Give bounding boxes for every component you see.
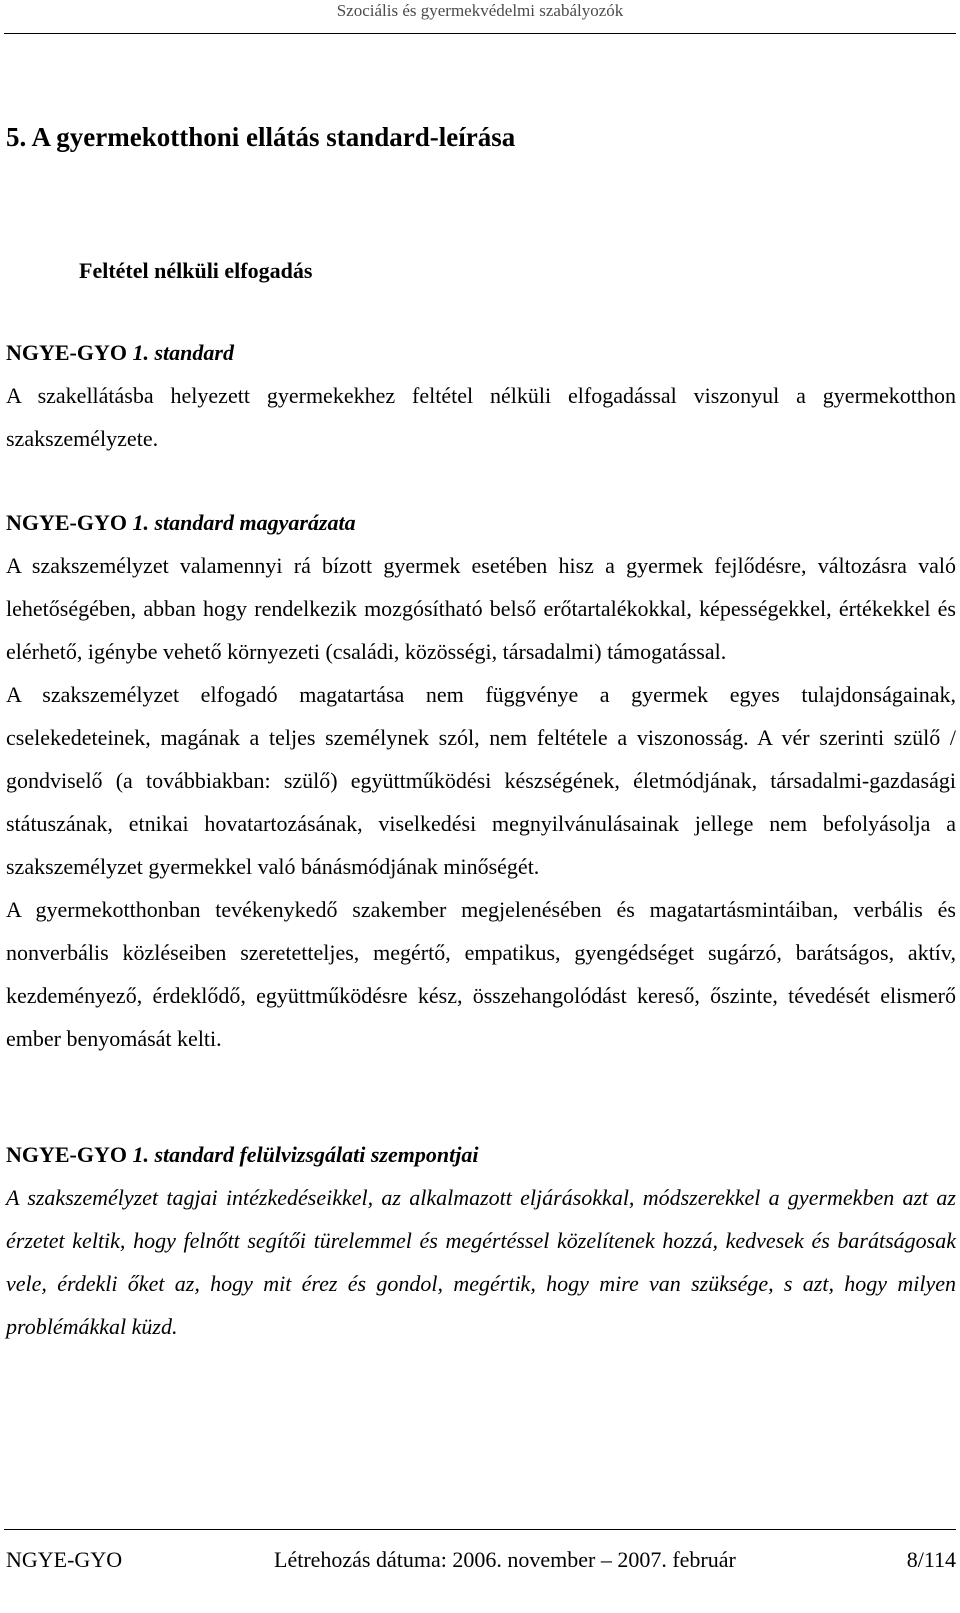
footer-date: Létrehozás dátuma: 2006. november – 2007. február bbox=[274, 1547, 736, 1572]
standard-text: A szakellátásba helyezett gyermekekhez feltétel nélküli elfogadással viszonyul a gyermekotthon szakszemélyzete. bbox=[6, 383, 956, 451]
explanation-heading bbox=[6, 501, 956, 544]
section-title: Feltétel nélküli elfogadás bbox=[79, 258, 313, 283]
explanation-paragraph: A szakszemélyzet valamennyi rá bízott gyermek esetében hisz a gyermek fejlődésre, változásra való lehetőségében, abban hogy rendelkezik mozgósítható belső erőtartalékokkal, képességekkel, értékekkel és elérhető, igénybe vehető környezeti (családi, közösségi, társadalmi) támogatással. bbox=[6, 553, 956, 664]
page-number: 8/114 bbox=[906, 1547, 956, 1572]
explanation-paragraph: A gyermekotthonban tevékenykedő szakember megjelenésében és magatartásmintáiban, verbális és nonverbális közléseiben szeretetteljes, megértő, empatikus, gyengédséget sugárzó, barátságos, aktív, kezdeményező, érdeklődő, együttműködésre kész, összehangolódást kereső, őszinte, tévedését elismerő ember benyomását kelti. bbox=[6, 897, 956, 1051]
review-text: A szakszemélyzet tagjai intézkedéseikkel, az alkalmazott eljárásokkal, módszerekkel a gyermekben azt az érzetet keltik, hogy felnőtt segítői türelemmel és megértéssel közelítenek hozzá, kedvesek és barátságosak vele, érdekli őket az, hogy mit érez és gondol, megértik, hogy mire van szüksége, s azt, hogy milyen problémákkal küzd. bbox=[6, 1185, 956, 1339]
explanation-paragraph: A szakszemélyzet elfogadó magatartása nem függvénye a gyermek egyes tulajdonságainak, cselekedeteinek, magának a teljes személynek szól, nem feltétele a viszonosság. A vér szerinti szülő / gondviselő (a továbbiakban: szülő) együttműködési készségének, életmódjának, társadalmi-gazdasági státuszának, etnikai hovatartozásának, viselkedési megnyilvánulásainak jellege nem befolyásolja a szakszemélyzet gyermekkel való bánásmódjának minőségét. bbox=[6, 682, 956, 879]
review-heading bbox=[6, 1133, 956, 1176]
review-block bbox=[6, 1133, 956, 1348]
explanation-block bbox=[6, 501, 956, 1060]
standard-code: NGYE-GYO bbox=[6, 340, 133, 365]
standard-block bbox=[6, 331, 956, 460]
header-divider bbox=[4, 33, 956, 34]
footer-code: NGYE-GYO bbox=[6, 1547, 123, 1572]
footer-divider bbox=[4, 1529, 956, 1530]
review-code: NGYE-GYO bbox=[6, 1142, 133, 1167]
running-header: Szociális és gyermekvédelmi szabályozók bbox=[336, 1, 624, 20]
chapter-title: 5. A gyermekotthoni ellátás standard-leírása bbox=[6, 122, 516, 152]
explanation-code: NGYE-GYO bbox=[6, 510, 133, 535]
standard-number: 1. standard bbox=[132, 340, 234, 365]
review-title: 1. standard felülvizsgálati szempontjai bbox=[132, 1142, 479, 1167]
standard-heading bbox=[6, 331, 956, 374]
explanation-title: 1. standard magyarázata bbox=[132, 510, 356, 535]
